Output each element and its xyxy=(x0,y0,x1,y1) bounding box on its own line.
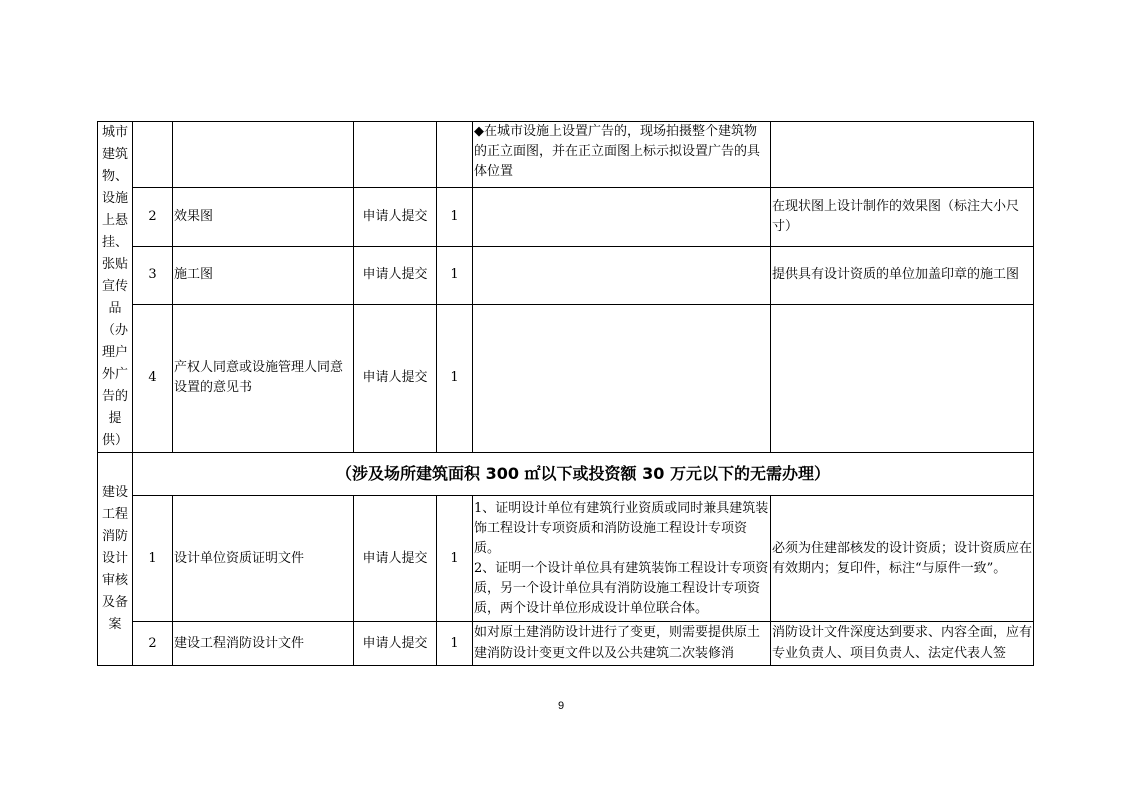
material-detail: ◆在城市设施上设置广告的，现场拍摄整个建筑物的正立面图，并在正立面图上标示拟设置广告的具体位置 xyxy=(473,122,771,188)
material-detail xyxy=(473,304,771,452)
material-name xyxy=(173,122,354,188)
row-number: 4 xyxy=(133,304,173,452)
category-cell: 城市建筑物、设施上悬挂、张贴宣传品（办理户外广告的提供） xyxy=(98,122,133,453)
row-number: 1 xyxy=(133,496,173,622)
copy-count: 1 xyxy=(437,304,473,452)
row-number: 3 xyxy=(133,246,173,304)
page-number: 9 xyxy=(557,700,565,712)
material-requirement xyxy=(771,122,1034,188)
material-name: 施工图 xyxy=(173,246,354,304)
material-source: 申请人提交 xyxy=(354,246,437,304)
material-source: 申请人提交 xyxy=(354,622,437,666)
material-detail xyxy=(473,246,771,304)
copy-count: 1 xyxy=(437,622,473,666)
material-detail: 1、证明设计单位有建筑行业资质或同时兼具建筑装饰工程设计专项资质和消防设施工程设计专项资质。 2、证明一个设计单位具有建筑装饰工程设计专项资质，另一个设计单位具有消防设施工程设计专项资质，两个设计单位形成设计单位联合体。 xyxy=(473,496,771,622)
table-row xyxy=(98,122,1034,188)
material-requirement: 提供具有设计资质的单位加盖印章的施工图 xyxy=(771,246,1034,304)
materials-table xyxy=(97,121,1034,666)
material-source xyxy=(354,122,437,188)
table-row xyxy=(98,246,1034,304)
category-cell: 建设工程消防设计审核及备案 xyxy=(98,453,133,666)
material-detail xyxy=(473,622,771,666)
row-number xyxy=(133,122,173,188)
material-source: 申请人提交 xyxy=(354,496,437,622)
copy-count xyxy=(437,122,473,188)
material-requirement xyxy=(771,304,1034,452)
material-detail-text: 如对原土建消防设计进行了变更，则需要提供原土建消防设计变更文件以及公共建筑二次装修消 xyxy=(474,625,761,661)
material-requirement-text: 消防设计文件深度达到要求、内容全面，应有专业负责人、项目负责人、法定代表人签 xyxy=(772,625,1032,661)
material-requirement: 在现状图上设计制作的效果图（标注大小尺寸） xyxy=(771,188,1034,246)
table-row xyxy=(98,496,1034,622)
material-requirement: 必须为住建部核发的设计资质；设计资质应在有效期内；复印件，标注“与原件一致”。 xyxy=(771,496,1034,622)
row-number: 2 xyxy=(133,188,173,246)
copy-count: 1 xyxy=(437,496,473,622)
copy-count: 1 xyxy=(437,188,473,246)
copy-count: 1 xyxy=(437,246,473,304)
material-source: 申请人提交 xyxy=(354,304,437,452)
material-name: 设计单位资质证明文件 xyxy=(173,496,354,622)
table-row xyxy=(98,188,1034,246)
material-name: 效果图 xyxy=(173,188,354,246)
exemption-note: （涉及场所建筑面积 300 ㎡以下或投资额 30 万元以下的无需办理） xyxy=(133,453,1034,496)
material-name: 建设工程消防设计文件 xyxy=(173,622,354,666)
material-source: 申请人提交 xyxy=(354,188,437,246)
material-name: 产权人同意或设施管理人同意设置的意见书 xyxy=(173,304,354,452)
row-number: 2 xyxy=(133,622,173,666)
material-requirement xyxy=(771,622,1034,666)
table-row xyxy=(98,304,1034,452)
material-detail xyxy=(473,188,771,246)
table-row xyxy=(98,622,1034,666)
table-row xyxy=(98,453,1034,496)
